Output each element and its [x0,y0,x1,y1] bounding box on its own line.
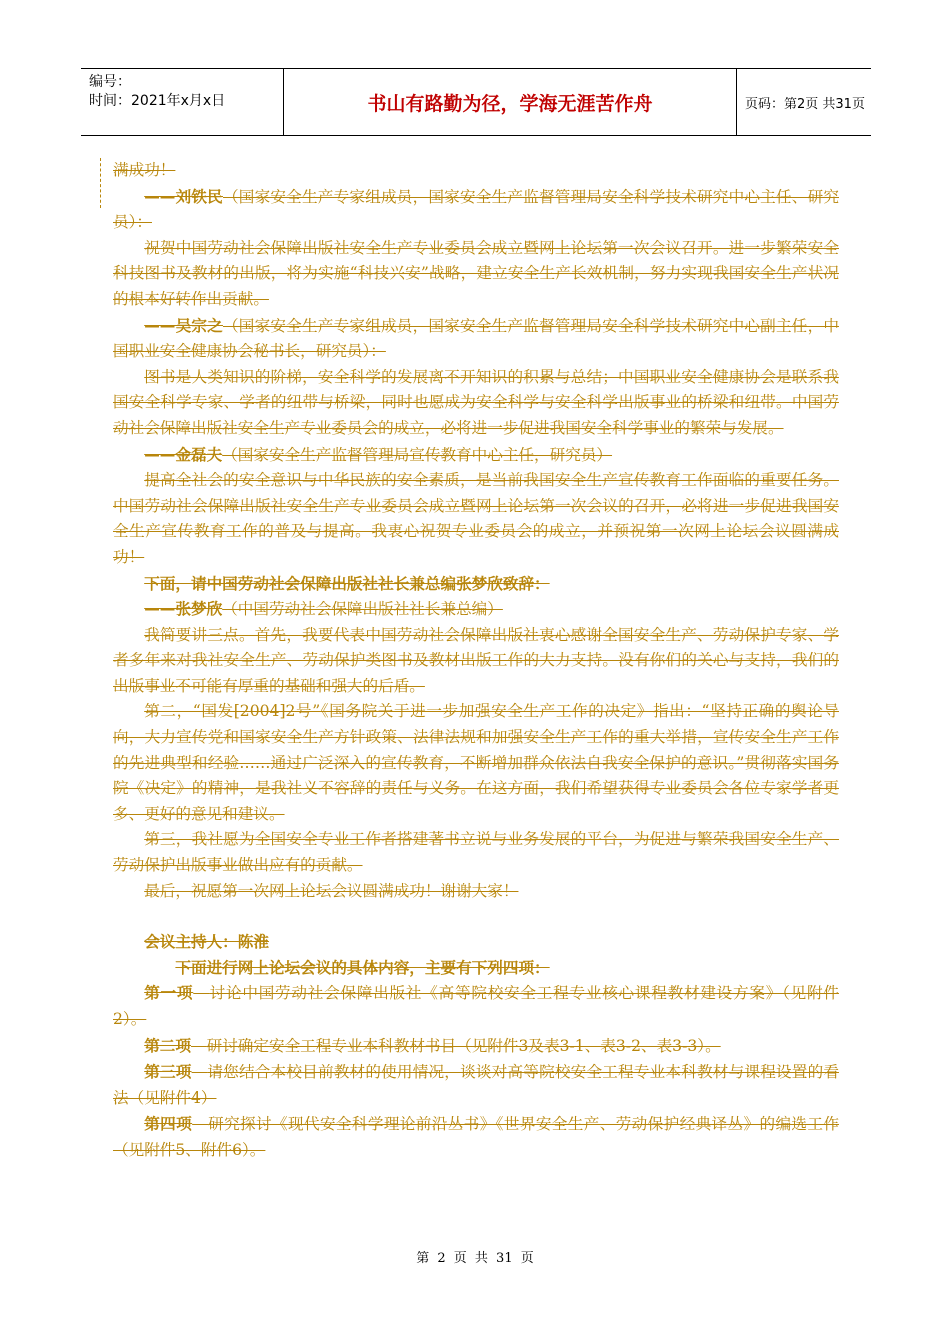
paragraph: 提高全社会的安全意识与中华民族的安全素质，是当前我国安全生产宣传教育工作面临的重要任务。中国劳动社会保障出版社安全生产专业委员会成立暨网上论坛第一次会议的召开，必将进一步促进我国安全生产宣传教育工作的普及与提高。我衷心祝贺专业委员会的成立，并预祝第一次网上论坛会议圆满成功！ [113,471,839,566]
host-line: 会议主持人：陈淮 [144,932,269,952]
header-page-info: 页码：第2页 共31页 [745,96,865,112]
speaker-name: ——吴宗之 [144,315,223,335]
agenda-item [113,1059,839,1111]
blank-line [113,904,839,929]
paragraph: 第三，我社愿为全国安全专业工作者搭建著书立说与业务发展的平台，为促进与繁荣我国安全生产、劳动保护出版事业做出应有的贡献。 [113,830,839,875]
agenda-item [113,1033,839,1060]
agenda-item-label: 第一项 [144,983,194,1003]
header-meta [81,69,284,135]
paragraph-bold: 下面，请中国劳动社会保障出版社社长兼总编张梦欣致辞： [144,573,550,593]
speaker-title: （国家安全生产专家组成员，国家安全生产监督管理局安全科学技术研究中心副主任，中国职业安全健康协会秘书长，研究员）： [113,316,839,361]
document-date: 时间：2021年x月x日 [89,93,226,109]
paragraph: 我简要讲三点。首先，我要代表中国劳动社会保障出版社衷心感谢全国安全生产、劳动保护专家、学者多年来对我社安全生产、劳动保护类图书及教材出版工作的大力支持。没有你们的关心与支持，我们的出版事业不可能有厚重的基础和强大的后盾。 [113,625,839,695]
agenda-item-label: 第四项 [144,1114,193,1134]
agenda-item-text: 研究探讨《现代安全科学理论前沿丛书》《世界安全生产、劳动保护经典译丛》的编选工作（见附件5、附件6）。 [113,1115,839,1159]
speaker-name: ——张梦欣 [144,599,223,619]
agenda-item-text: 请您结合本校目前教材的使用情况，谈谈对高等院校安全工程专业本科教材与课程设置的看法（见附件4） [113,1063,839,1107]
speaker-title: （国家安全生产监督管理局宣传教育中心主任，研究员） [222,445,613,464]
paragraph: 最后，祝愿第一次网上论坛会议圆满成功！谢谢大家！ [144,881,519,900]
page-header [81,68,871,136]
agenda-item [113,1111,839,1163]
header-motto: 书山有路勤为径，学海无涯苦作舟 [284,69,737,135]
agenda-item-text: 研讨确定安全工程专业本科教材书目（见附件3及表3-1、表3-2、表3-3）。 [206,1036,721,1055]
document-body [113,158,839,1164]
speaker-paragraph [113,184,839,236]
speaker-paragraph [113,442,839,469]
speaker-title: （中国劳动社会保障出版社社长兼总编） [222,600,503,619]
paragraph: 第二，“国发[2004]2号”《国务院关于进一步加强安全生产工作的决定》指出：“坚持正确的舆论导向，大力宣传党和国家安全生产方针政策、法律法规和加强安全生产工作的重大举措，宣传安全生产工作的先进典型和经验……通过广泛深入的宣传教育，不断增加群众依法自我安全保护的意识。”贯彻落实国务院《决定》的精神，是我社义不容辞的责任与义务。在这方面，我们希望获得专业委员会各位专家学者更多、更好的意见和建议。 [113,702,839,823]
speaker-paragraph [113,596,839,623]
agenda-item-label: 第三项 [144,1062,192,1082]
paragraph: 图书是人类知识的阶梯，安全科学的发展离不开知识的积累与总结；中国职业安全健康协会是联系我国安全科学专家、学者的纽带与桥梁，同时也愿成为安全科学与安全科学出版事业的桥梁和纽带。中国劳动社会保障出版社安全生产专业委员会的成立，必将进一步促进我国安全科学事业的繁荣与发展。 [113,367,839,437]
paragraph: 祝贺中国劳动社会保障出版社安全生产专业委员会成立暨网上论坛第一次会议召开。进一步繁荣安全科技图书及教材的出版，将为实施“科技兴安”战略，建立安全生产长效机制，努力实现我国安全生产状况的根本好转作出贡献。 [113,238,839,308]
revision-margin-bar [100,158,102,208]
speaker-name: ——刘铁民 [144,186,223,206]
speaker-name: ——金磊夫 [144,444,223,464]
document-number: 编号： [89,74,131,90]
speaker-paragraph [113,313,839,365]
agenda-item-text: 讨论中国劳动社会保障出版社《高等院校安全工程专业核心课程教材建设方案》（见附件2）。 [113,984,839,1028]
page-footer: 第 2 页 共 31 页 [416,1251,534,1266]
paragraph: 满成功！ [113,161,176,179]
speaker-title: （国家安全生产专家组成员，国家安全生产监督管理局安全科学技术研究中心主任、研究员）： [113,187,839,232]
agenda-item [113,980,839,1032]
agenda-intro: 下面进行网上论坛会议的具体内容，主要有下列四项： [175,957,550,977]
agenda-item-label: 第二项 [144,1035,191,1055]
